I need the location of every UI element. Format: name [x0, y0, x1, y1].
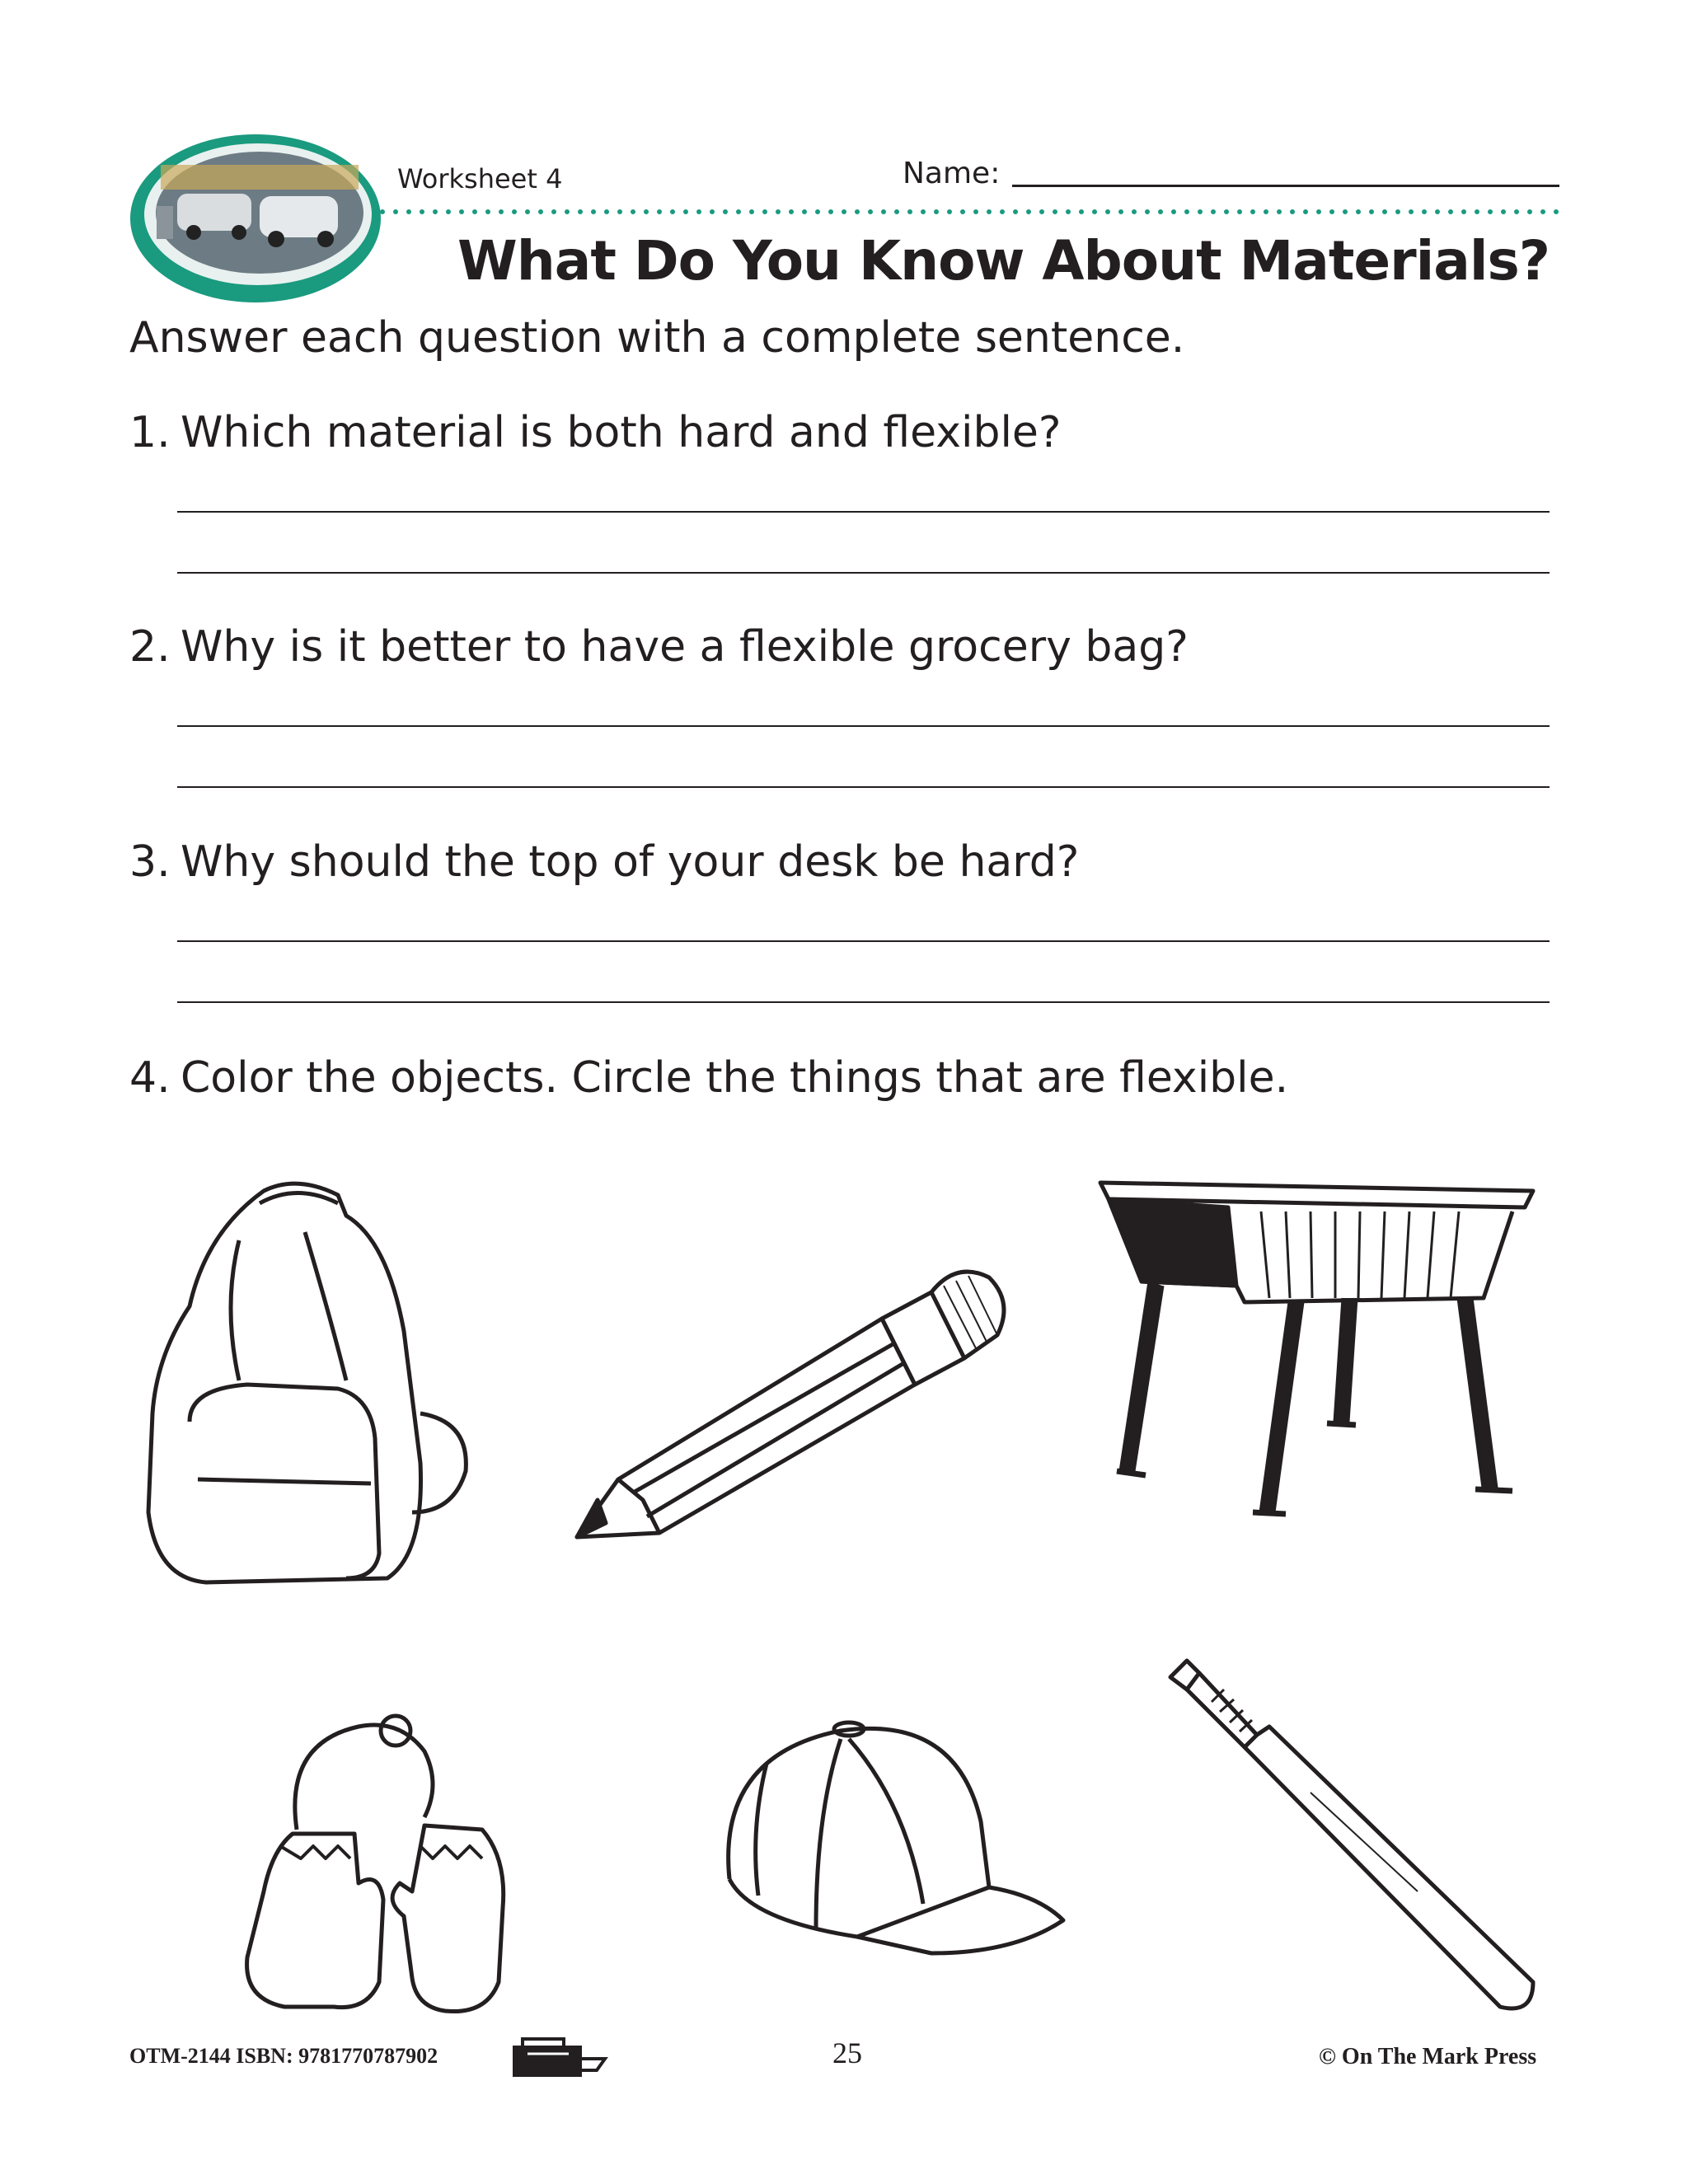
answer-line[interactable] [177, 940, 1550, 942]
question-2 [129, 622, 1189, 672]
bat-icon[interactable] [1154, 1652, 1541, 2015]
question-number: 1. [129, 408, 171, 457]
mittens-icon[interactable] [235, 1694, 523, 2023]
page-number: 25 [832, 2036, 862, 2069]
instructions: Answer each question with a complete sentence. [129, 313, 1185, 363]
question-number: 4. [129, 1053, 171, 1103]
backpack-icon[interactable] [140, 1166, 486, 1595]
answer-line[interactable] [177, 511, 1550, 513]
photocopier-icon [511, 2034, 610, 2079]
cap-icon[interactable] [717, 1706, 1071, 1961]
question-3 [129, 837, 1079, 887]
footer-code-isbn: OTM-2144 ISBN: 9781770787902 [129, 2044, 438, 2068]
question-number: 2. [129, 622, 171, 672]
question-number: 3. [129, 837, 171, 887]
footer-copyright: © On The Mark Press [1319, 2044, 1537, 2069]
question-1 [129, 408, 1062, 457]
page-title: What Do You Know About Materials? [457, 229, 1550, 293]
dotted-divider [379, 208, 1566, 216]
question-text: Color the objects. Circle the things that are flexible. [181, 1053, 1289, 1103]
car-factory-photo-icon [128, 132, 383, 305]
desk-icon[interactable] [1096, 1174, 1541, 1529]
name-field[interactable] [1012, 185, 1559, 187]
question-text: Why should the top of your desk be hard? [181, 837, 1080, 887]
question-text: Why is it better to have a flexible grocery bag? [181, 622, 1189, 672]
name-label: Name: [903, 157, 1001, 190]
question-text: Which material is both hard and flexible? [181, 408, 1062, 457]
worksheet-label: Worksheet 4 [397, 163, 563, 194]
answer-line[interactable] [177, 572, 1550, 574]
question-4 [129, 1053, 1288, 1103]
answer-line[interactable] [177, 1001, 1550, 1003]
answer-line[interactable] [177, 725, 1550, 727]
answer-line[interactable] [177, 786, 1550, 788]
pencil-icon[interactable] [569, 1261, 1014, 1549]
